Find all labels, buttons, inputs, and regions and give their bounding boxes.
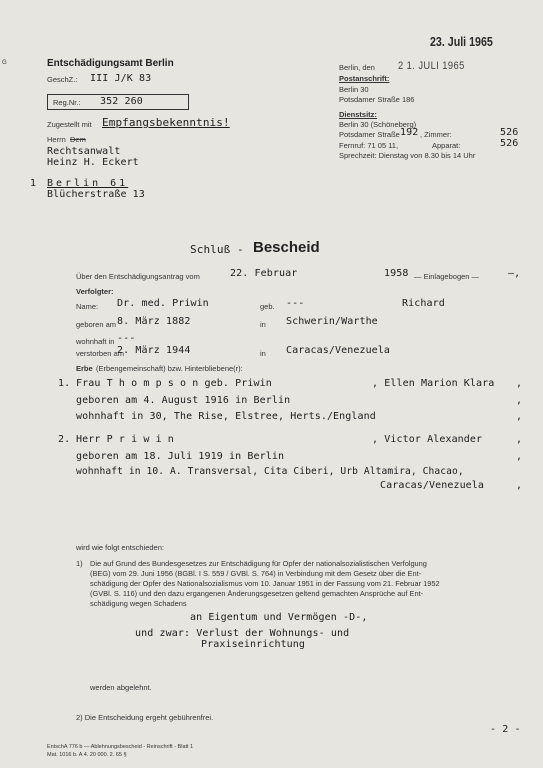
heir-line-comma: , <box>516 411 523 422</box>
verstorben-value: 2. März 1944 <box>117 345 191 356</box>
heir-residence-line: wohnhaft in 10. A. Transversal, Cita Ciberi, Urb Altamira, Chacao, <box>76 466 464 477</box>
herrn-label: Herrn <box>47 135 66 144</box>
dienst-line-2-prefix: Potsdamer Straße <box>339 130 400 139</box>
geboren-in-label: in <box>260 320 266 329</box>
erbe-heading: Erbe <box>76 364 93 373</box>
antrag-trail: —, <box>508 268 521 279</box>
wohnhaft-label: wohnhaft in <box>76 337 115 346</box>
geb-value: --- <box>286 298 305 309</box>
heir-line-comma: , <box>516 480 523 491</box>
erbe-heading-rest: (Erbengemeinschaft) bzw. Hinterbliebene(r): <box>96 364 243 373</box>
antrag-year: 1958 <box>384 268 409 279</box>
verstorben-label: verstorben am <box>76 349 124 358</box>
address-street: Blücherstraße 13 <box>47 189 145 200</box>
point-1-text-line: (GVBl. S. 116) und den dazu ergangenen Änderungsgesetzen geltend gemachten Ansprüche auf Ent- <box>90 589 424 598</box>
apparat-label: Apparat: <box>432 141 461 150</box>
zimmer-value: 526 <box>500 127 519 138</box>
apparat-value: 526 <box>500 138 519 149</box>
point-1-text-line: schädigung wegen Schadens <box>90 599 187 608</box>
point-1-text-line: schädigung der Opfer des Nationalsozialismus vom 10. Januar 1951 in der Fassung vom 21. Februar 1952 <box>90 579 440 588</box>
heir-number: 2. <box>58 434 71 445</box>
verstorben-in-label: in <box>260 349 266 358</box>
herrn-struck: Dem <box>70 135 86 144</box>
footer-print-id: Mat. 1016 b. A 4. 20 000. 2. 65 § <box>47 752 127 758</box>
abgelehnt-line: werden abgelehnt. <box>90 683 152 692</box>
geboren-value: 8. März 1882 <box>117 316 191 327</box>
heir-residence-line: wohnhaft in 30, The Rise, Elstree, Herts./England <box>76 411 376 422</box>
sprechzeit: Sprechzeit: Dienstag von 8.30 bis 14 Uhr <box>339 151 476 160</box>
post-line-2: Potsdamer Straße 186 <box>339 95 415 104</box>
postanschrift-label: Postanschrift: <box>339 74 390 83</box>
einlagebogen: — Einlagebogen — <box>414 272 480 281</box>
antrag-label: Über den Entschädigungsantrag vom <box>76 272 200 281</box>
point-2-text: 2) Die Entscheidung ergeht gebührenfrei. <box>76 713 214 722</box>
received-stamp-date: 23. Juli 1965 <box>430 34 493 49</box>
regnr-label: Reg.Nr.: <box>53 98 81 107</box>
margin-mark: G <box>2 60 7 66</box>
zugestellt-label: Zugestellt mit <box>47 120 92 129</box>
name-label: Name: <box>76 302 99 311</box>
point-1-text-line: (BEG) vom 29. Juni 1956 (BGBl. I S. 559 / GVBl. S. 764) in Verbindung mit dem Gesetz über die Ent- <box>90 569 422 578</box>
geschz-value: III J/K 83 <box>90 73 152 84</box>
post-line-1: Berlin 30 <box>339 85 369 94</box>
heir-name-line: Frau T h o m p s o n geb. Priwin <box>76 378 272 389</box>
dienst-line-1: Berlin 30 (Schöneberg) <box>339 120 417 129</box>
heir-line-comma: , <box>516 395 523 406</box>
first-name: Richard <box>402 298 445 309</box>
heir-residence-line-2: Caracas/Venezuela <box>380 480 485 491</box>
fernruf-label: Fernruf: 71 05 11, <box>339 141 399 150</box>
geb-label: geb. <box>260 302 275 311</box>
entschieden-line: wird wie folgt entschieden: <box>76 543 164 552</box>
zugestellt-value: Empfangsbekenntnis! <box>102 116 230 129</box>
recipient-name: Heinz H. Eckert <box>47 157 139 168</box>
title-prefix: Schluß - <box>190 243 244 256</box>
address-city: Berlin 61 <box>47 178 129 189</box>
antrag-date: 22. Februar <box>230 268 298 279</box>
verfolgter-heading: Verfolgter: <box>76 287 114 296</box>
heir-given-names: , Victor Alexander <box>372 434 483 445</box>
zimmer-label: , Zimmer: <box>420 130 452 139</box>
wohnhaft-value: --- <box>117 333 136 344</box>
berlin-den-label: Berlin, den <box>339 63 375 72</box>
heir-name-line: Herr P r i w i n <box>76 434 174 445</box>
heir-given-names: , Ellen Marion Klara <box>372 378 495 389</box>
recipient-title: Rechtsanwalt <box>47 146 121 157</box>
name-value: Dr. med. Priwin <box>117 298 209 309</box>
claim-type: an Eigentum und Vermögen -D-, <box>190 612 368 623</box>
heir-line-comma: , <box>516 378 523 389</box>
address-postal-district: 1 <box>30 178 37 189</box>
document-title: Bescheid <box>253 239 320 256</box>
heir-birth-line: geboren am 18. Juli 1919 in Berlin <box>76 451 285 462</box>
office-name: Entschädigungsamt Berlin <box>47 58 174 69</box>
claim-detail-line-2: Praxiseinrichtung <box>201 639 306 650</box>
death-place: Caracas/Venezuela <box>286 345 391 356</box>
heir-birth-line: geboren am 4. August 1916 in Berlin <box>76 395 291 406</box>
claim-detail-line-1: und zwar: Verlust der Wohnungs- und <box>135 628 350 639</box>
point-1-number: 1) <box>76 559 83 568</box>
birthplace: Schwerin/Warthe <box>286 316 378 327</box>
point-1-text-line: Die auf Grund des Bundesgesetzes zur Entschädigung für Opfer der nationalsozialistischen Verfolgung <box>90 559 427 568</box>
document-date-stamp: 2 1. JULI 1965 <box>398 60 465 72</box>
heir-number: 1. <box>58 378 71 389</box>
footer-form-id: EntschA 776 b — Ablehnungsbescheid - Reinschrift - Blatt 1 <box>47 744 194 750</box>
regnr-value: 352 260 <box>100 96 143 107</box>
dienstsitz-label: Dienstsitz: <box>339 110 377 119</box>
heir-line-comma: , <box>516 434 523 445</box>
page-number: - 2 - <box>490 724 521 735</box>
geboren-label: geboren am <box>76 320 117 329</box>
geschz-label: GeschZ.: <box>47 75 78 84</box>
dienst-line-2-number: 192 <box>400 127 419 138</box>
heir-line-comma: , <box>516 451 523 462</box>
